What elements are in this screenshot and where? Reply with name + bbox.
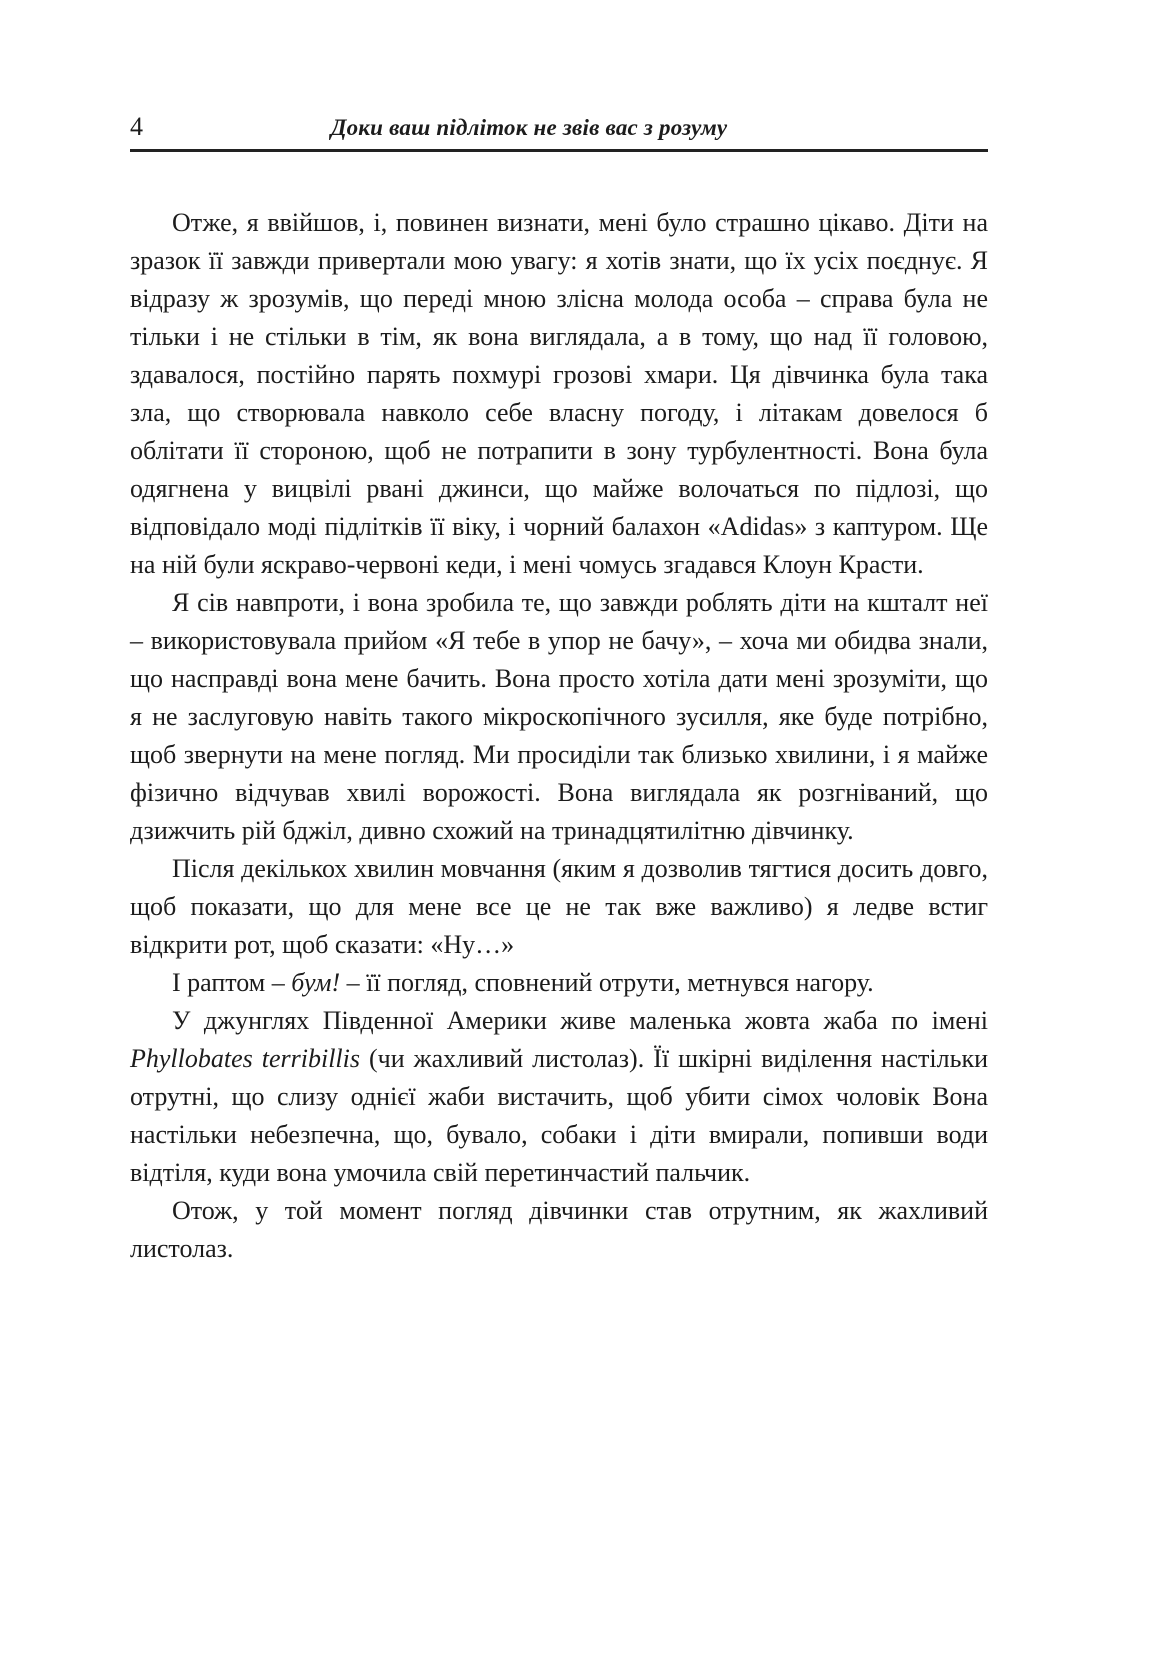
text-run: Отож, у той момент погляд дівчинки став отрутним, як жахливий листолаз. bbox=[130, 1196, 988, 1263]
text-run: У джунглях Південної Америки живе маленька жовта жаба по імені bbox=[172, 1006, 988, 1035]
header-rule bbox=[130, 149, 988, 152]
text-run: І раптом – bbox=[172, 968, 292, 997]
running-title: Доки ваш підліток не звів вас з розуму bbox=[330, 115, 728, 140]
page-number: 4 bbox=[130, 112, 143, 141]
text-run-italic: Phyllobates terribillis bbox=[130, 1044, 360, 1073]
body-text bbox=[130, 204, 988, 1268]
text-run: (чи жахливий листолаз). Її шкірні виділення настільки отрутні, що слизу однієї жаби вистачить, щоб убити сімох чоловік Вона настільки небезпечна, що, бувало, собаки і діти вмирали, попивши води відтіля, куди вона умочила свій перетинчастий пальчик. bbox=[130, 1044, 988, 1187]
text-run: Після декількох хвилин мовчання (яким я дозволив тягтися досить довго, щоб показати, що для мене все це не так вже важливо) я ледве встиг відкрити рот, щоб сказати: «Ну…» bbox=[130, 854, 988, 959]
text-run: Я сів навпроти, і вона зробила те, що завжди роблять діти на кшталт неї – використовувала прийом «Я тебе в упор не бачу», – хоча ми обидва знали, що насправді вона мене бачить. Вона просто хотіла дати мені зрозуміти, що я не заслуговую навіть такого мікроскопічного зусилля, яке буде потрібно, щоб звернути на мене погляд. Ми просиділи так близько хвилини, і я майже фізично відчував хвилі ворожості. Вона виглядала як розгніваний, що дзижчить рій бджіл, дивно схожий на тринадцятилітню дівчинку. bbox=[130, 588, 988, 845]
paragraph-6 bbox=[130, 1192, 988, 1268]
paragraph-2 bbox=[130, 584, 988, 850]
text-run: Отже, я ввійшов, і, повинен визнати, мені було страшно цікаво. Діти на зразок її завжди привертали мою увагу: я хотів знати, що їх усіх поєднує. Я відразу ж зрозумів, що переді мною злісна молода особа – справа була не тільки і не стільки в тім, як вона виглядала, а в тому, що над її головою, здавалося, постійно парять похмурі грозові хмари. Ця дівчинка була така зла, що створювала навколо себе власну погоду, і літакам довелося б облітати її стороною, щоб не потрапити в зону турбулентності. Вона була одягнена у вицвілі рвані джинси, що майже волочаться по підлозі, що відповідало моді підлітків її віку, і чорний балахон «Adidas» з каптуром. Ще на ній були яскраво-червоні кеди, і мені чомусь згадався Клоун Красти. bbox=[130, 208, 988, 579]
page-header bbox=[130, 104, 988, 140]
text-run-italic: бум! bbox=[291, 968, 341, 997]
text-run: – її погляд, сповнений отрути, метнувся нагору. bbox=[340, 968, 874, 997]
paragraph-1 bbox=[130, 204, 988, 584]
paragraph-3 bbox=[130, 850, 988, 964]
paragraph-5 bbox=[130, 1002, 988, 1192]
paragraph-4 bbox=[130, 964, 988, 1002]
page-content bbox=[130, 104, 988, 1268]
